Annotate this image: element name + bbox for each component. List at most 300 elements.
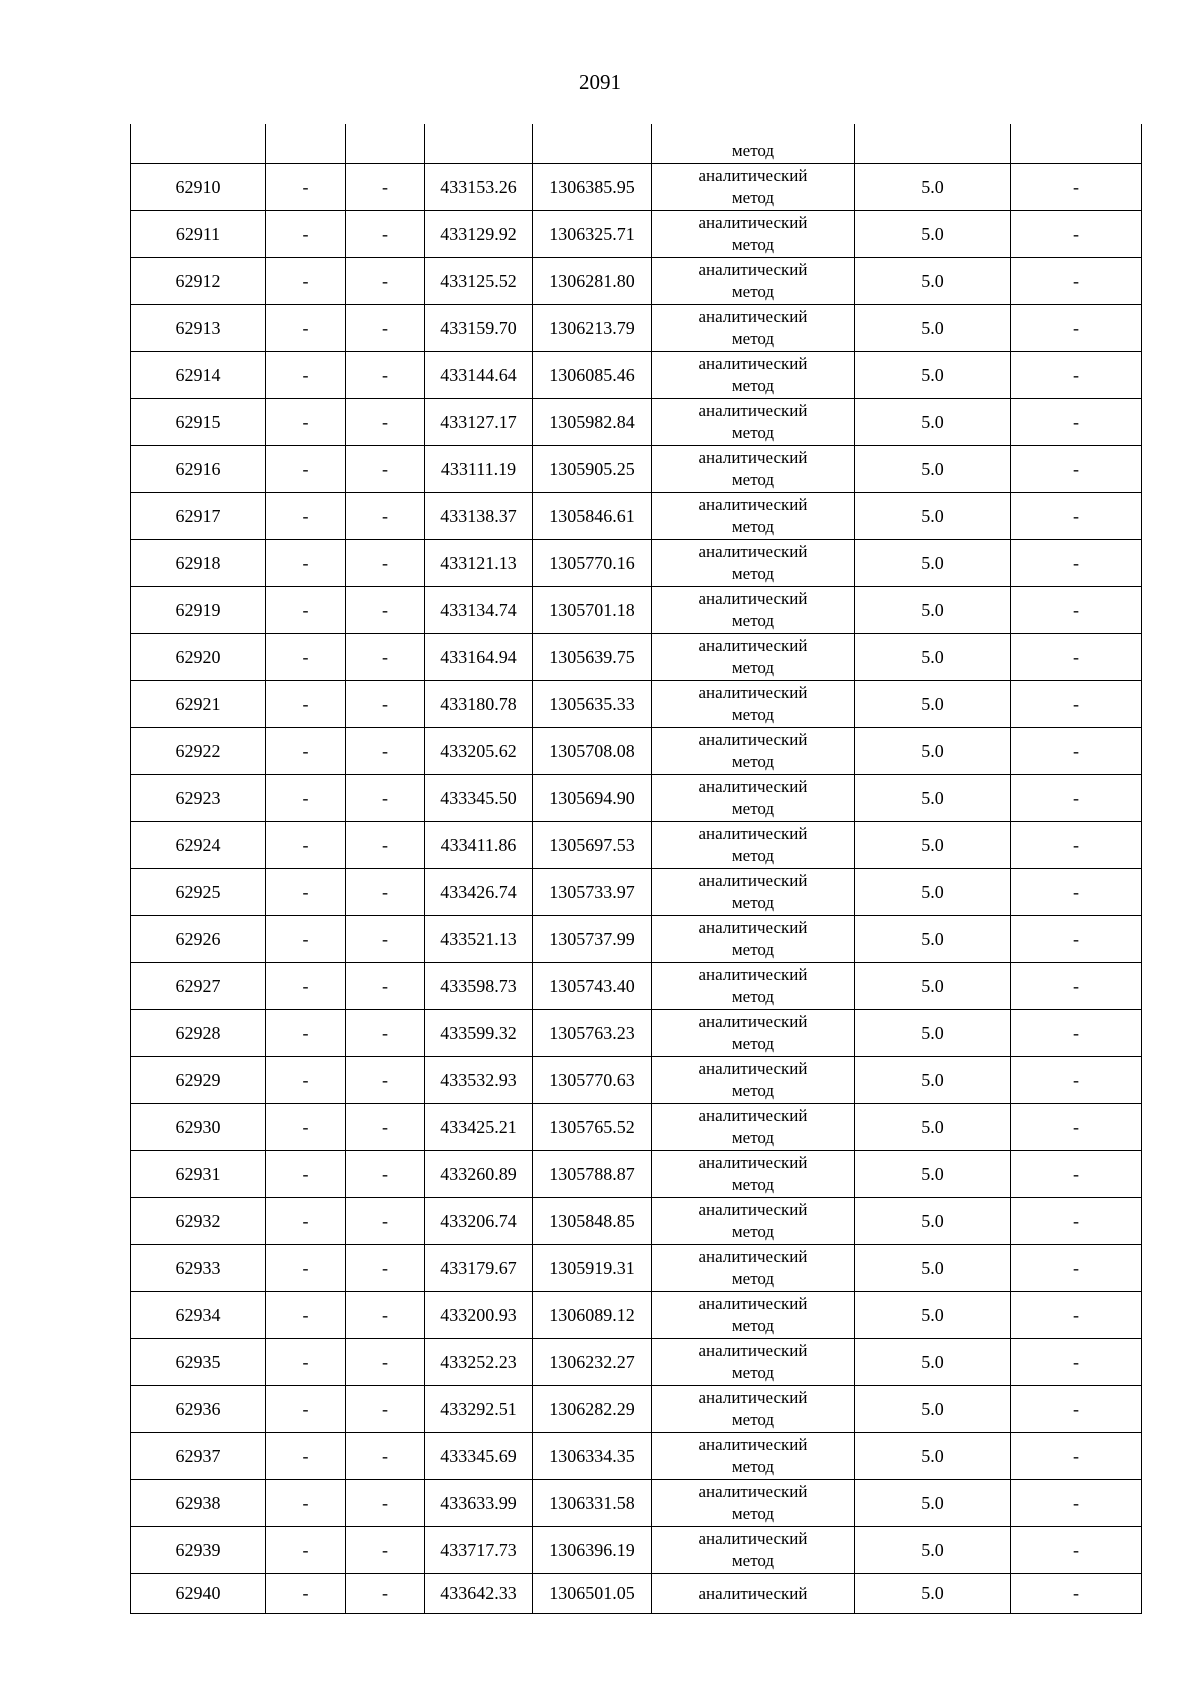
method-cell — [652, 305, 855, 352]
method-line-2: метод — [731, 1034, 775, 1053]
table-row — [131, 822, 1142, 869]
point-number-cell: 62918 — [131, 540, 266, 587]
method-line-1: аналитический — [698, 1341, 808, 1360]
y-coordinate-cell: 1305905.25 — [533, 446, 652, 493]
y-coordinate-cell: 1306501.05 — [533, 1574, 652, 1614]
accuracy-cell: 5.0 — [855, 1480, 1011, 1527]
x-coordinate-cell: 433111.19 — [425, 446, 533, 493]
x-coordinate-cell: 433532.93 — [425, 1057, 533, 1104]
x-coordinate-cell: 433180.78 — [425, 681, 533, 728]
x-coordinate-cell: 433138.37 — [425, 493, 533, 540]
method-cell — [652, 1292, 855, 1339]
point-number-cell: 62914 — [131, 352, 266, 399]
accuracy-cell: 5.0 — [855, 681, 1011, 728]
cell-dash: - — [1011, 634, 1142, 681]
table-row — [131, 211, 1142, 258]
method-line-1: аналитический — [698, 448, 808, 467]
cell-dash: - — [346, 1292, 425, 1339]
method-line-2: метод — [731, 1504, 775, 1523]
table-row — [131, 1198, 1142, 1245]
cell-dash: - — [266, 164, 346, 211]
accuracy-cell: 5.0 — [855, 775, 1011, 822]
cell-dash: - — [346, 869, 425, 916]
cell-dash: - — [346, 916, 425, 963]
method-line-2: метод — [731, 940, 775, 959]
method-line-2: метод — [731, 188, 775, 207]
x-coordinate-cell: 433205.62 — [425, 728, 533, 775]
x-coordinate-cell: 433633.99 — [425, 1480, 533, 1527]
method-line-1: аналитический — [698, 1200, 808, 1219]
cell-dash: - — [346, 1198, 425, 1245]
y-coordinate-cell: 1306085.46 — [533, 352, 652, 399]
method-line-1: аналитический — [698, 354, 808, 373]
cell-dash: - — [1011, 1151, 1142, 1198]
method-cell — [652, 1480, 855, 1527]
cell-dash: - — [1011, 493, 1142, 540]
method-line-2: метод — [731, 1457, 775, 1476]
accuracy-cell: 5.0 — [855, 587, 1011, 634]
point-number-cell: 62915 — [131, 399, 266, 446]
accuracy-cell: 5.0 — [855, 634, 1011, 681]
method-line-2: метод — [731, 1363, 775, 1382]
point-number-cell: 62912 — [131, 258, 266, 305]
cell-dash: - — [266, 728, 346, 775]
y-coordinate-cell: 1305788.87 — [533, 1151, 652, 1198]
cell-empty — [533, 124, 652, 164]
cell-dash: - — [1011, 1245, 1142, 1292]
y-coordinate-cell: 1306089.12 — [533, 1292, 652, 1339]
table-row — [131, 399, 1142, 446]
method-cell — [652, 1574, 855, 1614]
x-coordinate-cell: 433426.74 — [425, 869, 533, 916]
method-cell — [652, 775, 855, 822]
method-line-1: аналитический — [698, 636, 808, 655]
method-cell — [652, 164, 855, 211]
cell-dash: - — [1011, 446, 1142, 493]
cell-dash: - — [1011, 1198, 1142, 1245]
method-line-1: аналитический — [698, 166, 808, 185]
table-row — [131, 1057, 1142, 1104]
point-number-cell: 62927 — [131, 963, 266, 1010]
cell-dash: - — [266, 1104, 346, 1151]
method-line-2: метод — [731, 658, 775, 677]
cell-dash: - — [346, 164, 425, 211]
accuracy-cell: 5.0 — [855, 446, 1011, 493]
cell-dash: - — [266, 305, 346, 352]
table-row — [131, 258, 1142, 305]
y-coordinate-cell: 1306334.35 — [533, 1433, 652, 1480]
cell-dash: - — [346, 1386, 425, 1433]
method-cell — [652, 822, 855, 869]
point-number-cell: 62916 — [131, 446, 266, 493]
cell-dash: - — [266, 1339, 346, 1386]
y-coordinate-cell: 1305743.40 — [533, 963, 652, 1010]
method-cell — [652, 1527, 855, 1574]
method-line-2: метод — [731, 282, 775, 301]
cell-dash: - — [1011, 164, 1142, 211]
cell-dash: - — [1011, 1010, 1142, 1057]
accuracy-cell: 5.0 — [855, 305, 1011, 352]
method-cell — [652, 446, 855, 493]
method-line-1: аналитический — [698, 1247, 808, 1266]
table-row — [131, 1386, 1142, 1433]
cell-dash: - — [266, 493, 346, 540]
accuracy-cell: 5.0 — [855, 1339, 1011, 1386]
cell-dash: - — [346, 1010, 425, 1057]
method-cell — [652, 1339, 855, 1386]
cell-dash: - — [266, 446, 346, 493]
method-line-2: метод — [731, 799, 775, 818]
method-line-1: аналитический — [698, 1529, 808, 1548]
y-coordinate-cell: 1306385.95 — [533, 164, 652, 211]
cell-dash: - — [1011, 587, 1142, 634]
method-line-2: метод — [731, 846, 775, 865]
x-coordinate-cell: 433179.67 — [425, 1245, 533, 1292]
table-row — [131, 1245, 1142, 1292]
x-coordinate-cell: 433153.26 — [425, 164, 533, 211]
cell-dash: - — [266, 681, 346, 728]
cell-dash: - — [346, 1245, 425, 1292]
point-number-cell: 62938 — [131, 1480, 266, 1527]
cell-method — [652, 124, 855, 164]
method-cell — [652, 869, 855, 916]
accuracy-cell: 5.0 — [855, 1292, 1011, 1339]
method-text: метод — [731, 141, 775, 160]
method-line-2: метод — [731, 1222, 775, 1241]
cell-dash: - — [1011, 822, 1142, 869]
method-line-1: аналитический — [698, 1583, 808, 1603]
cell-dash: - — [266, 1010, 346, 1057]
method-line-1: аналитический — [698, 1482, 808, 1501]
cell-dash: - — [1011, 916, 1142, 963]
cell-dash: - — [346, 446, 425, 493]
y-coordinate-cell: 1306282.29 — [533, 1386, 652, 1433]
cell-dash: - — [1011, 540, 1142, 587]
point-number-cell: 62913 — [131, 305, 266, 352]
method-cell — [652, 1245, 855, 1292]
table-row — [131, 775, 1142, 822]
y-coordinate-cell: 1305765.52 — [533, 1104, 652, 1151]
cell-dash: - — [266, 822, 346, 869]
table-row — [131, 1527, 1142, 1574]
y-coordinate-cell: 1305708.08 — [533, 728, 652, 775]
y-coordinate-cell: 1305770.63 — [533, 1057, 652, 1104]
x-coordinate-cell: 433129.92 — [425, 211, 533, 258]
method-line-1: аналитический — [698, 1153, 808, 1172]
cell-dash: - — [346, 399, 425, 446]
method-line-2: метод — [731, 235, 775, 254]
method-cell — [652, 1057, 855, 1104]
point-number-cell: 62936 — [131, 1386, 266, 1433]
cell-dash: - — [1011, 775, 1142, 822]
table-row — [131, 1433, 1142, 1480]
method-line-1: аналитический — [698, 777, 808, 796]
y-coordinate-cell: 1305701.18 — [533, 587, 652, 634]
point-number-cell: 62924 — [131, 822, 266, 869]
table-row — [131, 916, 1142, 963]
method-line-1: аналитический — [698, 1059, 808, 1078]
x-coordinate-cell: 433425.21 — [425, 1104, 533, 1151]
method-line-1: аналитический — [698, 1106, 808, 1125]
cell-dash: - — [346, 822, 425, 869]
table-row — [131, 869, 1142, 916]
point-number-cell: 62937 — [131, 1433, 266, 1480]
method-line-2: метод — [731, 752, 775, 771]
cell-dash: - — [1011, 211, 1142, 258]
cell-dash: - — [266, 1433, 346, 1480]
method-line-1: аналитический — [698, 542, 808, 561]
accuracy-cell: 5.0 — [855, 540, 1011, 587]
accuracy-cell: 5.0 — [855, 399, 1011, 446]
cell-dash: - — [1011, 1339, 1142, 1386]
method-line-1: аналитический — [698, 495, 808, 514]
method-cell — [652, 1386, 855, 1433]
cell-dash: - — [266, 963, 346, 1010]
method-line-1: аналитический — [698, 730, 808, 749]
point-number-cell: 62922 — [131, 728, 266, 775]
cell-dash: - — [266, 1198, 346, 1245]
x-coordinate-cell: 433599.32 — [425, 1010, 533, 1057]
accuracy-cell: 5.0 — [855, 258, 1011, 305]
table-row — [131, 681, 1142, 728]
x-coordinate-cell: 433598.73 — [425, 963, 533, 1010]
point-number-cell: 62929 — [131, 1057, 266, 1104]
method-line-1: аналитический — [698, 213, 808, 232]
table-row — [131, 1480, 1142, 1527]
method-line-1: аналитический — [698, 683, 808, 702]
cell-dash: - — [1011, 728, 1142, 775]
point-number-cell: 62920 — [131, 634, 266, 681]
cell-dash: - — [1011, 681, 1142, 728]
point-number-cell: 62940 — [131, 1574, 266, 1614]
cell-dash: - — [266, 211, 346, 258]
cell-dash: - — [346, 258, 425, 305]
method-cell — [652, 1151, 855, 1198]
method-line-1: аналитический — [698, 401, 808, 420]
point-number-cell: 62928 — [131, 1010, 266, 1057]
method-line-2: метод — [731, 1128, 775, 1147]
cell-dash: - — [266, 352, 346, 399]
method-cell — [652, 1010, 855, 1057]
method-line-2: метод — [731, 1551, 775, 1570]
y-coordinate-cell: 1306325.71 — [533, 211, 652, 258]
method-line-1: аналитический — [698, 965, 808, 984]
table-row — [131, 493, 1142, 540]
method-line-2: метод — [731, 423, 775, 442]
accuracy-cell: 5.0 — [855, 1574, 1011, 1614]
method-line-2: метод — [731, 987, 775, 1006]
cell-dash: - — [266, 540, 346, 587]
cell-dash: - — [266, 258, 346, 305]
x-coordinate-cell: 433206.74 — [425, 1198, 533, 1245]
method-line-2: метод — [731, 1175, 775, 1194]
cell-dash: - — [1011, 1480, 1142, 1527]
point-number-cell: 62934 — [131, 1292, 266, 1339]
cell-dash: - — [1011, 1057, 1142, 1104]
method-line-2: метод — [731, 1410, 775, 1429]
point-number-cell: 62925 — [131, 869, 266, 916]
cell-empty — [425, 124, 533, 164]
x-coordinate-cell: 433260.89 — [425, 1151, 533, 1198]
method-line-1: аналитический — [698, 824, 808, 843]
cell-dash: - — [346, 540, 425, 587]
point-number-cell: 62932 — [131, 1198, 266, 1245]
y-coordinate-cell: 1305737.99 — [533, 916, 652, 963]
accuracy-cell: 5.0 — [855, 1433, 1011, 1480]
method-cell — [652, 1433, 855, 1480]
point-number-cell: 62939 — [131, 1527, 266, 1574]
cell-dash: - — [266, 1057, 346, 1104]
y-coordinate-cell: 1305694.90 — [533, 775, 652, 822]
accuracy-cell: 5.0 — [855, 1527, 1011, 1574]
x-coordinate-cell: 433121.13 — [425, 540, 533, 587]
method-line-1: аналитический — [698, 1012, 808, 1031]
method-line-2: метод — [731, 564, 775, 583]
method-cell — [652, 540, 855, 587]
cell-dash: - — [1011, 1433, 1142, 1480]
cell-dash: - — [346, 1527, 425, 1574]
x-coordinate-cell: 433134.74 — [425, 587, 533, 634]
method-cell — [652, 681, 855, 728]
cell-dash: - — [1011, 305, 1142, 352]
cell-dash: - — [266, 1527, 346, 1574]
table-row — [131, 1151, 1142, 1198]
method-cell — [652, 587, 855, 634]
y-coordinate-cell: 1306331.58 — [533, 1480, 652, 1527]
x-coordinate-cell: 433125.52 — [425, 258, 533, 305]
x-coordinate-cell: 433717.73 — [425, 1527, 533, 1574]
method-line-2: метод — [731, 329, 775, 348]
cell-dash: - — [266, 634, 346, 681]
cell-dash: - — [266, 1245, 346, 1292]
coordinates-table — [130, 124, 1142, 1614]
table-row — [131, 728, 1142, 775]
method-line-1: аналитический — [698, 871, 808, 890]
cell-dash: - — [1011, 869, 1142, 916]
cell-dash: - — [1011, 399, 1142, 446]
cell-dash: - — [266, 1386, 346, 1433]
cell-empty — [266, 124, 346, 164]
cell-dash: - — [346, 775, 425, 822]
accuracy-cell: 5.0 — [855, 1010, 1011, 1057]
cell-dash: - — [346, 1480, 425, 1527]
method-cell — [652, 211, 855, 258]
cell-empty — [346, 124, 425, 164]
x-coordinate-cell: 433345.50 — [425, 775, 533, 822]
cell-dash: - — [266, 1151, 346, 1198]
accuracy-cell: 5.0 — [855, 916, 1011, 963]
cell-dash: - — [1011, 963, 1142, 1010]
table-row — [131, 1104, 1142, 1151]
method-cell — [652, 352, 855, 399]
cell-dash: - — [346, 352, 425, 399]
accuracy-cell: 5.0 — [855, 869, 1011, 916]
x-coordinate-cell: 433642.33 — [425, 1574, 533, 1614]
method-line-1: аналитический — [698, 1435, 808, 1454]
method-cell — [652, 916, 855, 963]
coordinates-table-wrap — [130, 124, 1141, 1614]
method-cell — [652, 493, 855, 540]
point-number-cell: 62926 — [131, 916, 266, 963]
cell-dash: - — [1011, 1292, 1142, 1339]
point-number-cell: 62923 — [131, 775, 266, 822]
cell-dash: - — [1011, 258, 1142, 305]
point-number-cell: 62917 — [131, 493, 266, 540]
method-cell — [652, 258, 855, 305]
cell-dash: - — [346, 211, 425, 258]
cell-dash: - — [346, 728, 425, 775]
x-coordinate-cell: 433159.70 — [425, 305, 533, 352]
cell-dash: - — [346, 305, 425, 352]
method-cell — [652, 728, 855, 775]
method-cell — [652, 1104, 855, 1151]
point-number-cell: 62933 — [131, 1245, 266, 1292]
method-line-2: метод — [731, 1081, 775, 1100]
y-coordinate-cell: 1305982.84 — [533, 399, 652, 446]
table-body — [131, 124, 1142, 1614]
table-row — [131, 1292, 1142, 1339]
table-row — [131, 446, 1142, 493]
accuracy-cell: 5.0 — [855, 493, 1011, 540]
point-number-cell: 62931 — [131, 1151, 266, 1198]
method-line-1: аналитический — [698, 1294, 808, 1313]
cell-dash: - — [1011, 352, 1142, 399]
cell-dash: - — [266, 1574, 346, 1614]
accuracy-cell: 5.0 — [855, 963, 1011, 1010]
cell-dash: - — [1011, 1527, 1142, 1574]
cell-empty — [855, 124, 1011, 164]
cell-dash: - — [266, 1292, 346, 1339]
accuracy-cell: 5.0 — [855, 822, 1011, 869]
method-cell — [652, 963, 855, 1010]
table-row — [131, 352, 1142, 399]
y-coordinate-cell: 1305635.33 — [533, 681, 652, 728]
table-row — [131, 1339, 1142, 1386]
table-row-continued — [131, 124, 1142, 164]
cell-dash: - — [346, 1151, 425, 1198]
accuracy-cell: 5.0 — [855, 1245, 1011, 1292]
accuracy-cell: 5.0 — [855, 211, 1011, 258]
x-coordinate-cell: 433252.23 — [425, 1339, 533, 1386]
y-coordinate-cell: 1305848.85 — [533, 1198, 652, 1245]
point-number-cell: 62921 — [131, 681, 266, 728]
accuracy-cell: 5.0 — [855, 1151, 1011, 1198]
y-coordinate-cell: 1306232.27 — [533, 1339, 652, 1386]
x-coordinate-cell: 433521.13 — [425, 916, 533, 963]
y-coordinate-cell: 1305697.53 — [533, 822, 652, 869]
point-number-cell: 62911 — [131, 211, 266, 258]
cell-dash: - — [346, 963, 425, 1010]
x-coordinate-cell: 433144.64 — [425, 352, 533, 399]
cell-dash: - — [346, 634, 425, 681]
method-line-2: метод — [731, 1316, 775, 1335]
cell-dash: - — [346, 587, 425, 634]
point-number-cell: 62910 — [131, 164, 266, 211]
method-line-1: аналитический — [698, 918, 808, 937]
x-coordinate-cell: 433200.93 — [425, 1292, 533, 1339]
accuracy-cell: 5.0 — [855, 352, 1011, 399]
method-cell — [652, 399, 855, 446]
accuracy-cell: 5.0 — [855, 1386, 1011, 1433]
cell-dash: - — [266, 916, 346, 963]
table-row — [131, 1574, 1142, 1614]
table-row — [131, 164, 1142, 211]
y-coordinate-cell: 1305770.16 — [533, 540, 652, 587]
cell-dash: - — [1011, 1574, 1142, 1614]
accuracy-cell: 5.0 — [855, 728, 1011, 775]
y-coordinate-cell: 1305639.75 — [533, 634, 652, 681]
cell-dash: - — [346, 1104, 425, 1151]
